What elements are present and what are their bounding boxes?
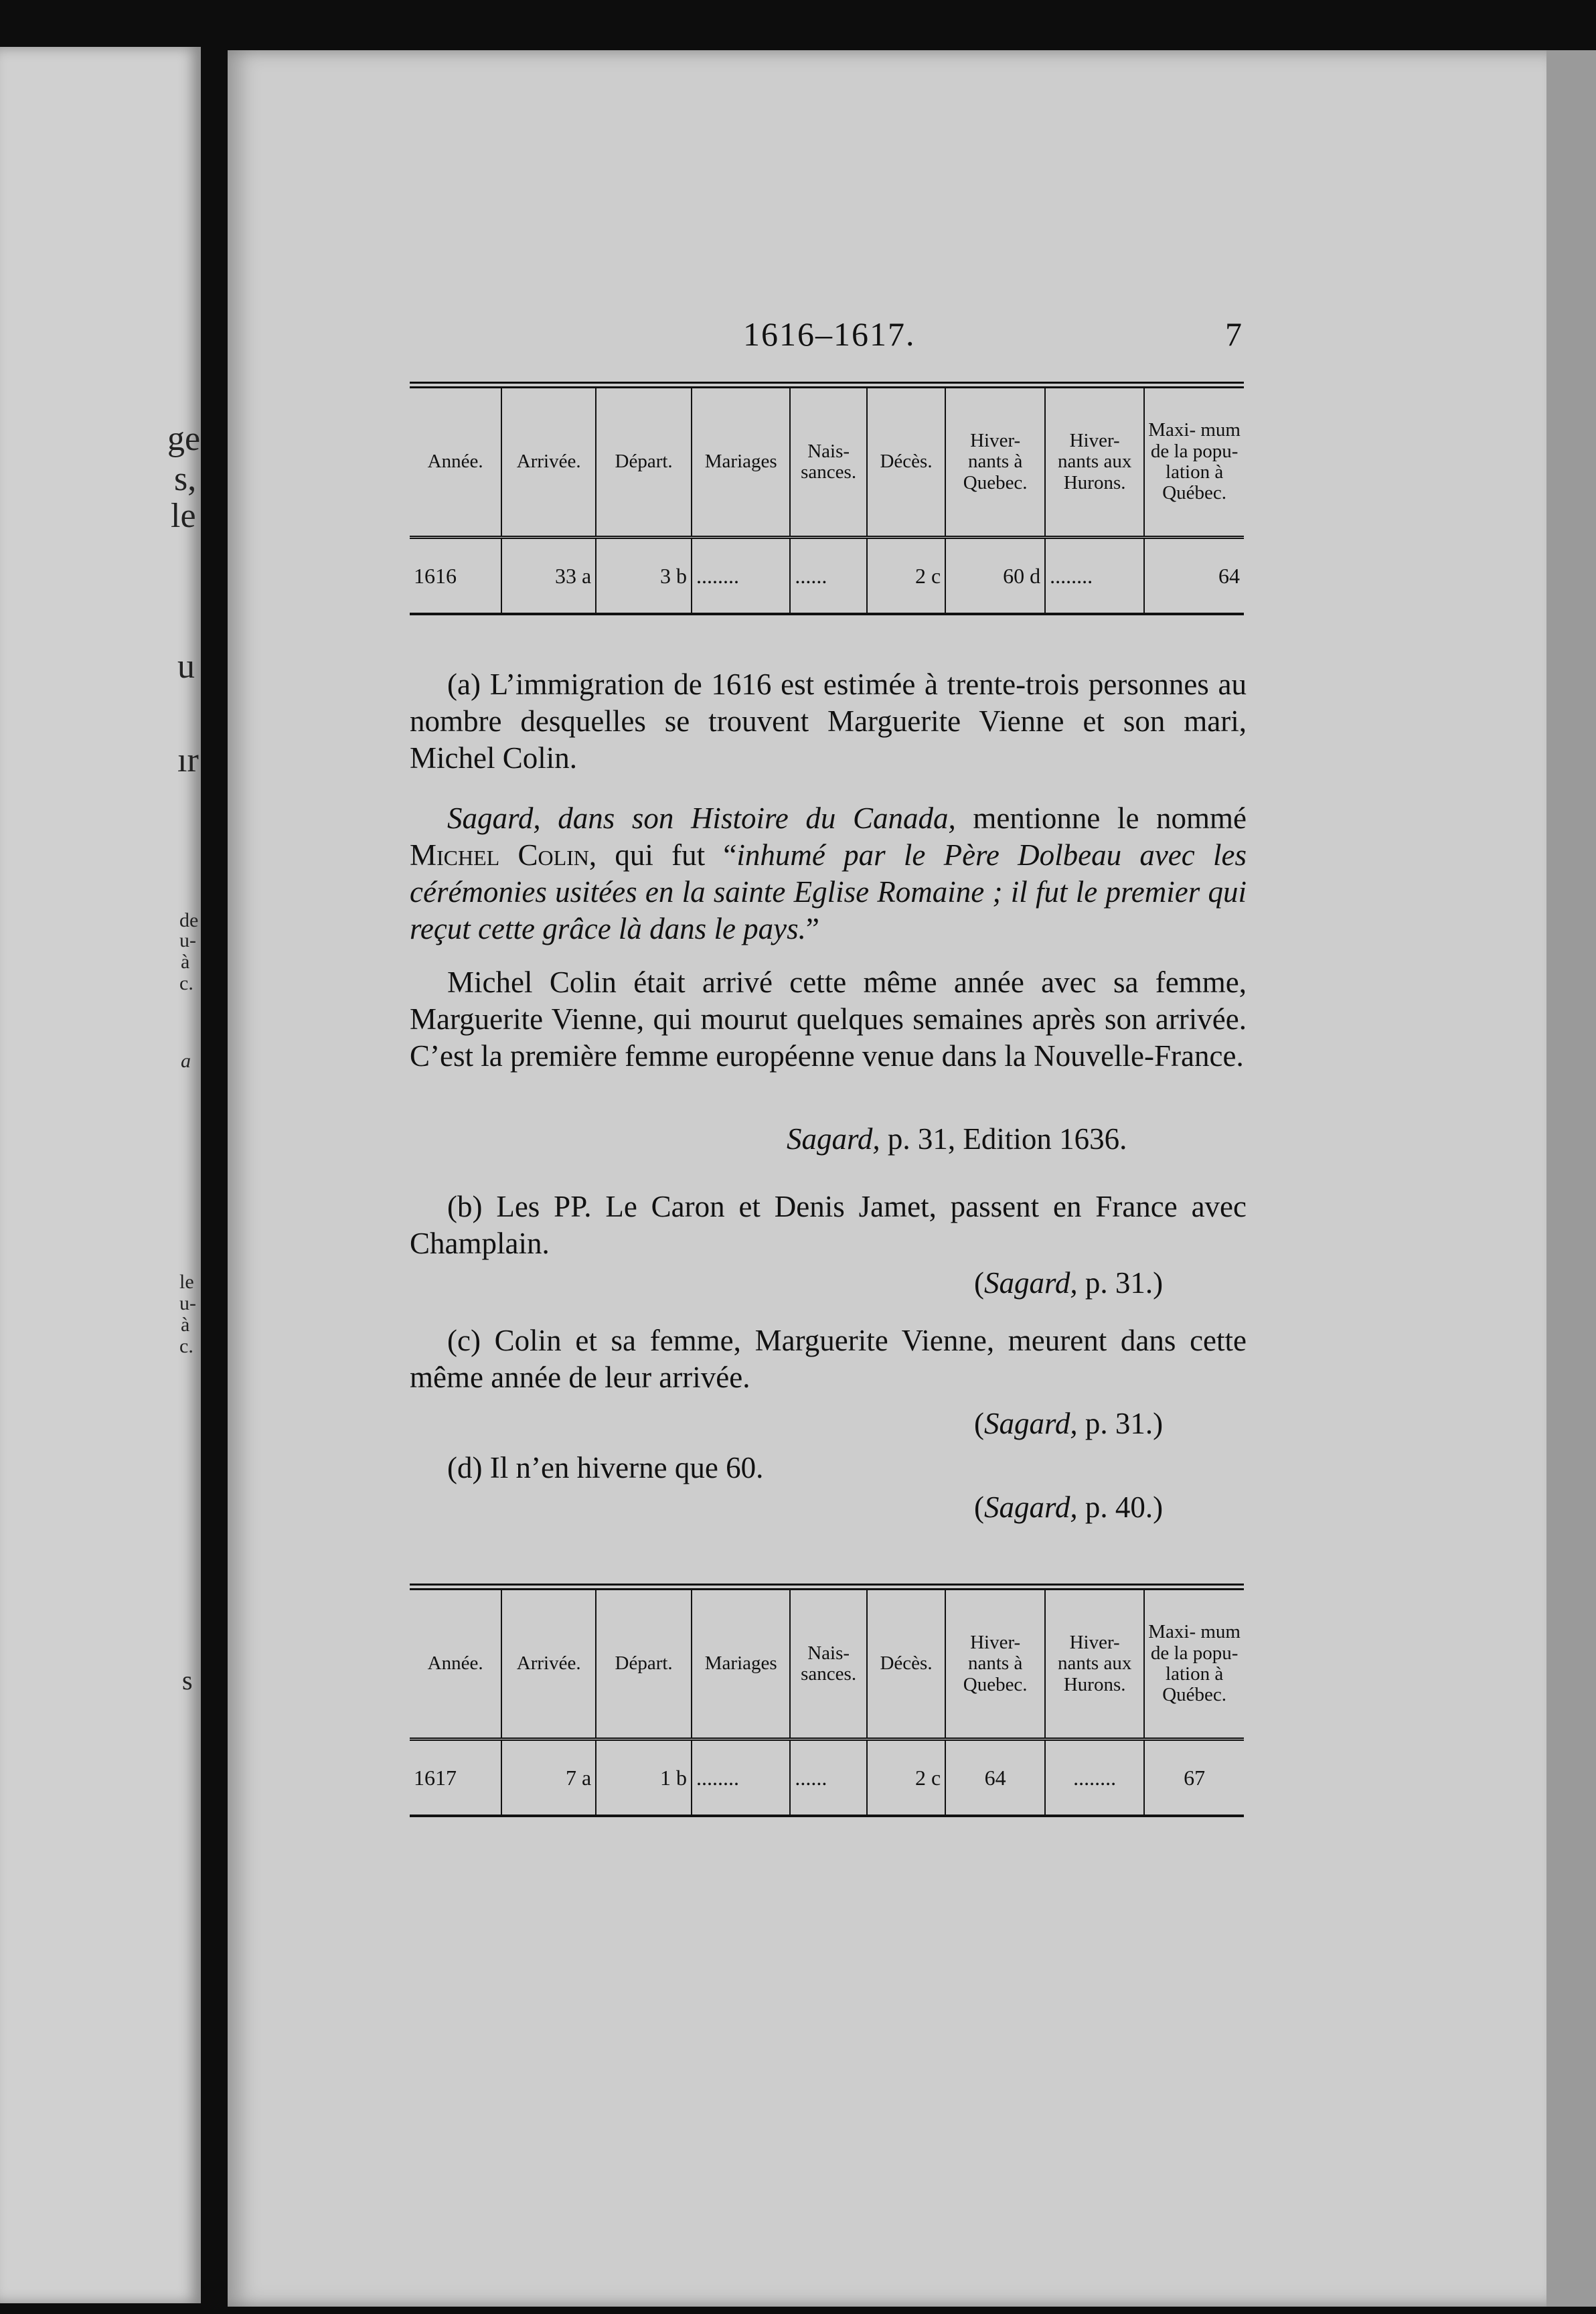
prev-page-fragment: de <box>179 909 199 931</box>
header-hivernants-hurons: Hiver- nants aux Hurons. <box>1045 385 1144 538</box>
header-hivernants-quebec: Hiver- nants à Quebec. <box>945 1587 1045 1740</box>
note-b-ref-rest: p. 31.) <box>1085 1266 1164 1300</box>
prev-page-fragment: à <box>181 951 190 973</box>
note-b <box>410 1188 1247 1262</box>
cell-annee: 1616 <box>414 563 457 588</box>
note-b-reference <box>974 1265 1163 1300</box>
cell-deces: 2 c <box>867 1740 945 1817</box>
cell-depart: 3 b <box>596 538 692 615</box>
note-a <box>410 666 1247 777</box>
note-c-ref-open: ( <box>974 1407 984 1440</box>
prev-page-fragment: à <box>181 1314 190 1336</box>
cell-hivernants-hurons: ........ <box>1045 538 1144 615</box>
sagard-quote: inhumé par le Père Dolbeau avec les cérémonies usitées en la sainte Eglise Romaine ; il fut le premier qui reçut cette grâce là dans le pays. <box>410 838 1247 945</box>
prev-page-fragment: u- <box>179 1292 196 1314</box>
prev-page-fragment: le <box>171 497 196 535</box>
colin-paragraph <box>410 964 1247 1075</box>
note-c-ref-author: Sagard, <box>984 1407 1078 1440</box>
page-number: 7 <box>1225 315 1242 353</box>
note-b-text: Les PP. Le Caron et Denis Jamet, passent en France avec Champlain. <box>410 1190 1247 1260</box>
cell-naissances: ...... <box>790 1740 866 1817</box>
prev-page-fragment: s <box>182 1665 193 1695</box>
cell-maximum-population: 64 <box>1144 538 1244 615</box>
table-row <box>410 1740 1244 1817</box>
note-d-ref-author: Sagard, <box>984 1490 1078 1524</box>
prev-page-fragment: u- <box>179 929 196 951</box>
note-b-marker: (b) <box>447 1190 483 1223</box>
prev-page-fragment: le <box>179 1271 194 1293</box>
header-deces: Décès. <box>867 385 945 538</box>
header-mariages: Mariages <box>692 385 790 538</box>
cell-maximum-population: 67 <box>1144 1740 1244 1817</box>
note-c-reference <box>974 1406 1163 1441</box>
header-depart: Départ. <box>596 385 692 538</box>
header-hivernants-hurons: Hiver- nants aux Hurons. <box>1045 1587 1144 1740</box>
colin-reference <box>787 1122 1127 1156</box>
sagard-name: Michel Colin, <box>410 838 597 872</box>
cell-hivernants-quebec: 60 d <box>945 538 1045 615</box>
note-d-ref-rest: p. 40.) <box>1085 1490 1164 1524</box>
prev-page-fragment: c. <box>179 972 193 994</box>
prev-page-fragment: s, <box>174 460 197 498</box>
header-mariages: Mariages <box>692 1587 790 1740</box>
prev-page-fragment: c. <box>179 1335 193 1357</box>
header-naissances: Nais- sances. <box>790 1587 866 1740</box>
header-arrivee: Arrivée. <box>501 385 596 538</box>
note-c-text: Colin et sa femme, Marguerite Vienne, meurent dans cette même année de leur arrivée. <box>410 1324 1247 1394</box>
note-d-reference <box>974 1490 1163 1525</box>
header-deces: Décès. <box>867 1587 945 1740</box>
statistics-table-1617 <box>410 1584 1244 1817</box>
sagard-mid2: qui fut “ <box>615 838 737 872</box>
prev-page-fragment: ır <box>177 741 199 779</box>
cell-naissances: ...... <box>790 538 866 615</box>
header-naissances: Nais- sances. <box>790 385 866 538</box>
header-maximum-population: Maxi- mum de la popu- lation à Québec. <box>1144 1587 1244 1740</box>
note-b-ref-author: Sagard, <box>984 1266 1078 1300</box>
cell-mariages: ........ <box>692 538 790 615</box>
colin-ref-rest: p. 31, Edition 1636. <box>887 1122 1127 1156</box>
header-hivernants-quebec: Hiver- nants à Quebec. <box>945 385 1045 538</box>
sagard-mid: mentionne le nommé <box>973 801 1247 835</box>
note-d-text: Il n’en hiverne que 60. <box>489 1451 764 1484</box>
note-c <box>410 1322 1247 1396</box>
prev-page-fragment: a <box>181 1050 191 1072</box>
previous-page-edge <box>0 47 201 2303</box>
cell-depart: 1 b <box>596 1740 692 1817</box>
cell-deces: 2 c <box>867 538 945 615</box>
running-head: 1616–1617. <box>743 315 916 353</box>
note-d <box>410 1450 1247 1486</box>
sagard-intro: Sagard, dans son Histoire du Canada, <box>447 801 956 835</box>
header-depart: Départ. <box>596 1587 692 1740</box>
prev-page-fragment: ge <box>167 420 201 458</box>
cell-hivernants-quebec: 64 <box>945 1740 1045 1817</box>
note-c-ref-rest: p. 31.) <box>1085 1407 1164 1440</box>
note-d-ref-open: ( <box>974 1490 984 1524</box>
note-b-ref-open: ( <box>974 1266 984 1300</box>
header-annee: Année. <box>427 1652 483 1675</box>
table-header-row <box>410 385 1244 538</box>
cell-arrivee: 33 a <box>501 538 596 615</box>
cell-annee: 1617 <box>414 1765 457 1790</box>
cell-hivernants-hurons: ........ <box>1045 1740 1144 1817</box>
colin-text: Michel Colin était arrivé cette même année avec sa femme, Marguerite Vienne, qui mourut quelques semaines après son arrivée. C’est la première femme européenne venue dans la Nouvelle-France. <box>410 966 1247 1073</box>
note-a-text: L’immigration de 1616 est estimée à trente-trois personnes au nombre desquelles se trouvent Marguerite Vienne et son mari, Michel Colin. <box>410 668 1247 775</box>
cell-arrivee: 7 a <box>501 1740 596 1817</box>
table-row <box>410 538 1244 615</box>
statistics-table-1616 <box>410 382 1244 615</box>
colin-ref-author: Sagard, <box>787 1122 880 1156</box>
note-c-marker: (c) <box>447 1324 481 1357</box>
sagard-close: ” <box>805 912 819 945</box>
note-d-marker: (d) <box>447 1451 483 1484</box>
note-a-marker: (a) <box>447 668 481 701</box>
prev-page-fragment: u <box>177 647 195 686</box>
header-maximum-population: Maxi- mum de la popu- lation à Québec. <box>1144 385 1244 538</box>
sagard-citation <box>410 800 1247 947</box>
cell-mariages: ........ <box>692 1740 790 1817</box>
table-header-row <box>410 1587 1244 1740</box>
page-stack-edge <box>1546 50 1596 2307</box>
header-annee: Année. <box>427 451 483 473</box>
header-arrivee: Arrivée. <box>501 1587 596 1740</box>
